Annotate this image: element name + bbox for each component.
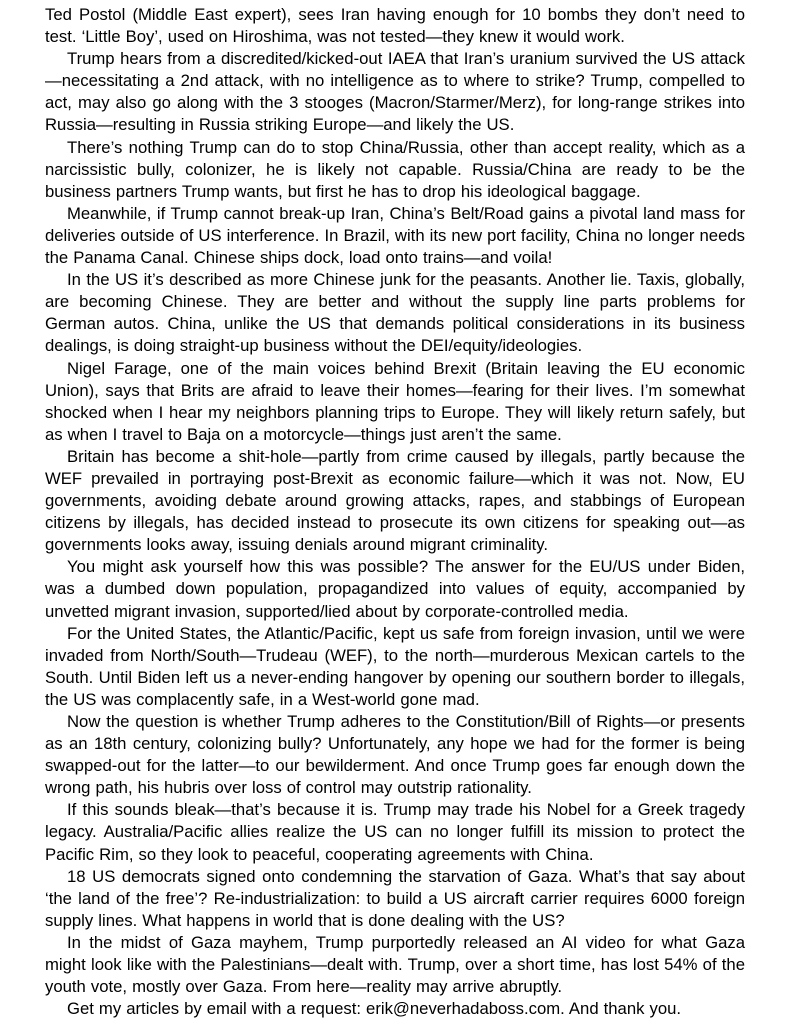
paragraph: Trump hears from a discredited/kicked-out IAEA that Iran’s uranium survived the US attack—necessitating a 2nd attack, with no intelligence as to where to strike? Trump, compelled to act, may also go along with the 3 stooges (Macron/Starmer/Merz), for long-range strikes into Russia—resulting in Russia striking Europe—and likely the US. [45, 49, 745, 135]
paragraph: Ted Postol (Middle East expert), sees Iran having enough for 10 bombs they don’t need to test. ‘Little Boy’, used on Hiroshima, was not tested—they knew it would work. [45, 5, 745, 47]
closing-paragraph [45, 998, 745, 1020]
paragraph: You might ask yourself how this was possible? The answer for the EU/US under Biden, was a dumbed down population, propagandized into values of equity, accompanied by unvetted migrant invasion, supported/lied about by corporate-controlled media. [45, 557, 745, 621]
paragraph: In the US it’s described as more Chinese junk for the peasants. Another lie. Taxis, globally, are becoming Chinese. They are better and without the supply line parts problems for German autos. China, unlike the US that demands political considerations in its business dealings, is doing straight-up business without the DEI/equity/ideologies. [45, 270, 745, 356]
email-address: erik@neverhadaboss.com [366, 999, 561, 1019]
paragraph: Now the question is whether Trump adheres to the Constitution/Bill of Rights—or presents as an 18th century, colonizing bully? Unfortunately, any hope we had for the former is being swapped-out for the latter—to our bewilderment. And once Trump goes far enough down the wrong path, his hubris over loss of control may outstrip rationality. [45, 712, 745, 798]
paragraph: In the midst of Gaza mayhem, Trump purportedly released an AI video for what Gaza might look like with the Palestinians—dealt with. Trump, over a short time, has lost 54% of the youth vote, mostly over Gaza. From here—reality may arrive abruptly. [45, 932, 745, 997]
paragraph: Nigel Farage, one of the main voices behind Brexit (Britain leaving the EU economic Union), says that Brits are afraid to leave their homes—fearing for their lives. I’m somewhat shocked when I hear my neighbors planning trips to Europe. They will likely return safely, but as when I travel to Baja on a motorcycle—things just aren’t the same. [45, 358, 745, 444]
paragraph: For the United States, the Atlantic/Pacific, kept us safe from foreign invasion, until we were invaded from North/South—Trudeau (WEF), to the north—murderous Mexican cartels to the South. Until Biden left us a never-ending hangover by opening our southern border to illegals, the US was complacently safe, in a West-world gone mad. [45, 623, 745, 709]
paragraph: Meanwhile, if Trump cannot break-up Iran, China’s Belt/Road gains a pivotal land mass for deliveries outside of US interference. In Brazil, with its new port facility, China no longer needs the Panama Canal. Chinese ships dock, load onto trains—and voila! [45, 203, 745, 268]
paragraph: 18 US democrats signed onto condemning the starvation of Gaza. What’s that say about ‘the land of the free’? Re-industrialization: to build a US aircraft carrier requires 6000 foreign supply lines. What happens in world that is done dealing with the US? [45, 866, 745, 930]
closing-text-before-email: Get my articles by email with a request: [67, 999, 367, 1019]
paragraph: Britain has become a shit-hole—partly from crime caused by illegals, partly because the WEF prevailed in portraying post-Brexit as economic failure—which it was not. Now, EU governments, avoiding debate around growing attacks, rapes, and stabbings of European citizens by illegals, has decided instead to prosecute its own citizens for speaking out—as governments looks away, issuing denials around migrant criminality. [45, 446, 745, 555]
paragraph: If this sounds bleak—that’s because it is. Trump may trade his Nobel for a Greek tragedy legacy. Australia/Pacific allies realize the US can no longer fulfill its mission to protect the Pacific Rim, so they look to peaceful, cooperating agreements with China. [45, 800, 745, 864]
paragraph: There’s nothing Trump can do to stop China/Russia, other than accept reality, which as a narcissistic bully, colonizer, he is likely not capable. Russia/China are ready to be the business partners Trump wants, but first he has to drop his ideological baggage. [45, 137, 745, 201]
closing-text-after-email: . And thank you. [560, 999, 682, 1019]
